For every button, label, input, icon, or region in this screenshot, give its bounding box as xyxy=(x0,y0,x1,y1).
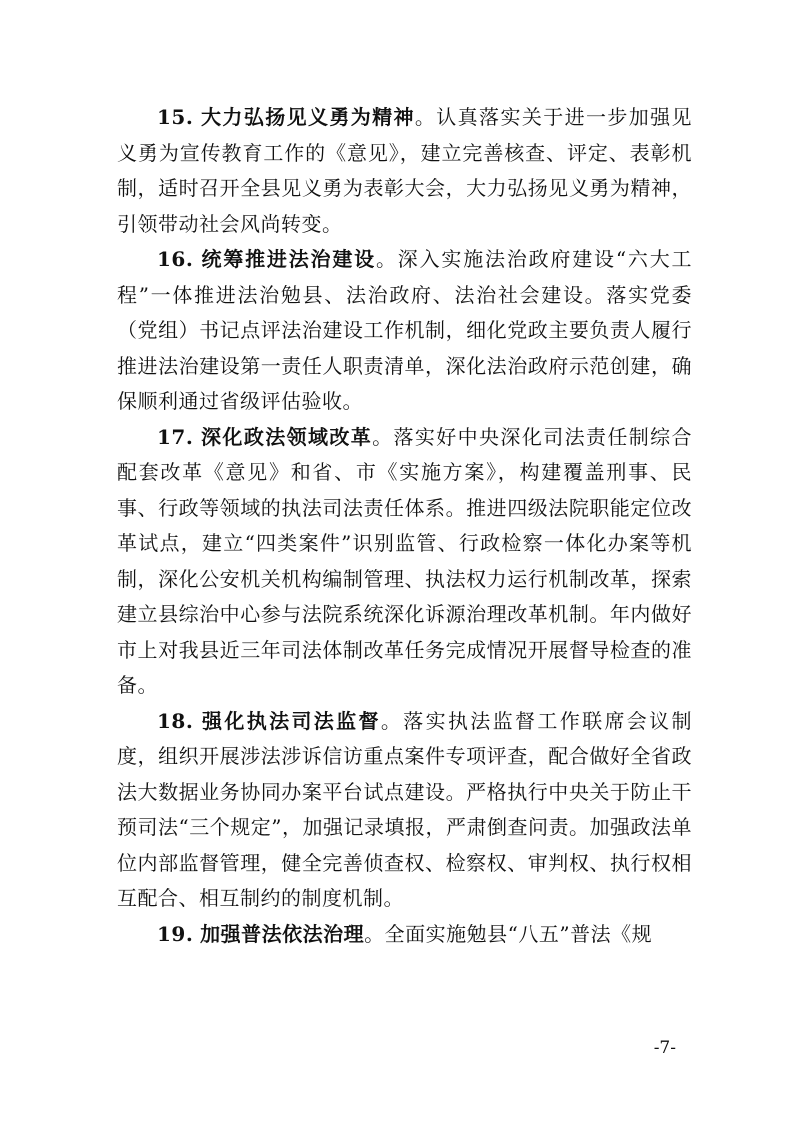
paragraph-text: 。全面实施勉县“八五”普法《规 xyxy=(364,921,653,946)
page-number: -7- xyxy=(653,1038,676,1058)
paragraph-17 xyxy=(117,420,692,704)
paragraph-heading: 统筹推进法治建设 xyxy=(201,247,376,271)
paragraph-text: 。落实好中央深化司法责任制综合配套改革《意见》和省、市《实施方案》，构建覆盖刑事、民事、行政等领域的执法司法责任体系。推进四级法院职能定位改革试点，建立“四类案件”识别监管、行政检察一体化办案等机制，深化公安机关机构编制管理、执法权力运行机制改革，探索建立县综治中心参与法院系统深化诉源治理改革机制。年内做好市上对我县近三年司法体制改革任务完成情况开展督导检查的准备。 xyxy=(117,424,693,697)
paragraph-number: 18. xyxy=(157,708,194,733)
paragraph-16 xyxy=(117,242,692,420)
paragraph-heading: 深化政法领域改革 xyxy=(201,424,373,449)
paragraph-19 xyxy=(117,917,692,953)
paragraph-number: 17. xyxy=(157,424,194,449)
paragraph-text: 。深入实施法治政府建设“六大工程”一体推进法治勉县、法治政府、法治社会建设。落实党委（党组）书记点评法治建设工作机制，细化党政主要负责人履行推进法治建设第一责任人职责清单，深化法治政府示范创建，确保顺利通过省级评估验收。 xyxy=(117,247,693,413)
paragraph-text: 。落实执法监督工作联席会议制度，组织开展涉法涉诉信访重点案件专项评查，配合做好全省政法大数据业务协同办案平台试点建设。严格执行中央关于防止干预司法“三个规定”，加强记录填报，严肃倒查问责。加强政法单位内部监督管理，健全完善侦查权、检察权、审判权、执行权相互配合、相互制约的制度机制。 xyxy=(117,708,693,910)
document-body xyxy=(117,100,692,952)
paragraph-number: 16. xyxy=(157,247,194,271)
paragraph-number: 19. xyxy=(157,921,194,946)
paragraph-number: 15. xyxy=(157,105,194,129)
paragraph-heading: 加强普法依法治理 xyxy=(200,921,365,946)
paragraph-18 xyxy=(117,704,692,917)
paragraph-heading: 大力弘扬见义勇为精神 xyxy=(201,105,415,129)
paragraph-text: 。认真落实关于进一步加强见义勇为宣传教育工作的《意见》，建立完善核查、评定、表彰机制，适时召开全县见义勇为表彰大会，大力弘扬见义勇为精神，引领带动社会风尚转变。 xyxy=(117,105,693,236)
paragraph-15 xyxy=(117,100,692,242)
paragraph-heading: 强化执法司法监督 xyxy=(202,708,381,733)
